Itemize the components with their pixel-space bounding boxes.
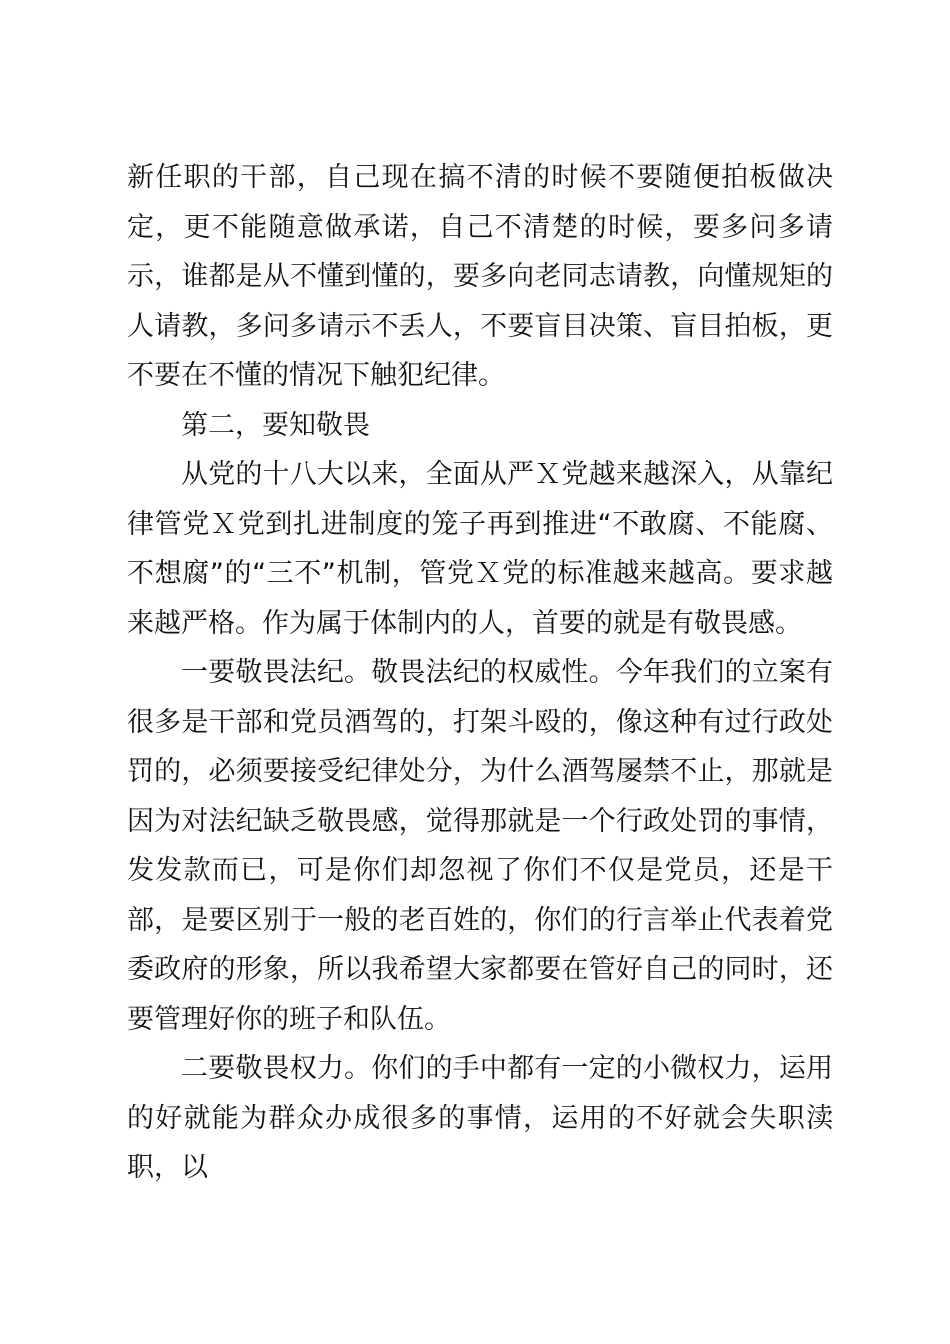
document-body: [127, 153, 833, 1193]
paragraph-point-1: 一要敬畏法纪。敬畏法纪的权威性。今年我们的立案有很多是干部和党员酒驾的，打架斗殴的，像这种有过行政处罚的，必须要接受纪律处分，为什么酒驾屡禁不止，那就是因为对法纪缺乏敬畏感，觉得那就是一个行政处罚的事情，发发款而已，可是你们却忽视了你们不仅是党员，还是干部，是要区别于一般的老百姓的，你们的行言举止代表着党委政府的形象，所以我希望大家都要在管好自己的同时，还要管理好你的班子和队伍。: [127, 657, 833, 1035]
paragraph-intro-continuation: 新任职的干部，自己现在搞不清的时候不要随便拍板做决定，更不能随意做承诺，自己不清楚的时候，要多问多请示，谁都是从不懂到懂的，要多向老同志请教，向懂规矩的人请教，多问多请示不丢人，不要盲目决策、盲目拍板，更不要在不懂的情况下触犯纪律。: [127, 162, 833, 391]
paragraph-point-2: 二要敬畏权力。你们的手中都有一定的小微权力，运用的好就能为群众办成很多的事情，运用的不好就会失职渎职，以: [127, 1053, 833, 1183]
section-heading: 第二，要知敬畏: [181, 409, 370, 441]
paragraph-section-intro: 从党的十八大以来，全面从严Ｘ党越来越深入，从靠纪律管党Ｘ党到扎进制度的笼子再到推进“不敢腐、不能腐、不想腐”的“三不”机制，管党Ｘ党的标准越来越高。要求越来越严格。作为属于体制内的人，首要的就是有敬畏感。: [127, 459, 833, 639]
